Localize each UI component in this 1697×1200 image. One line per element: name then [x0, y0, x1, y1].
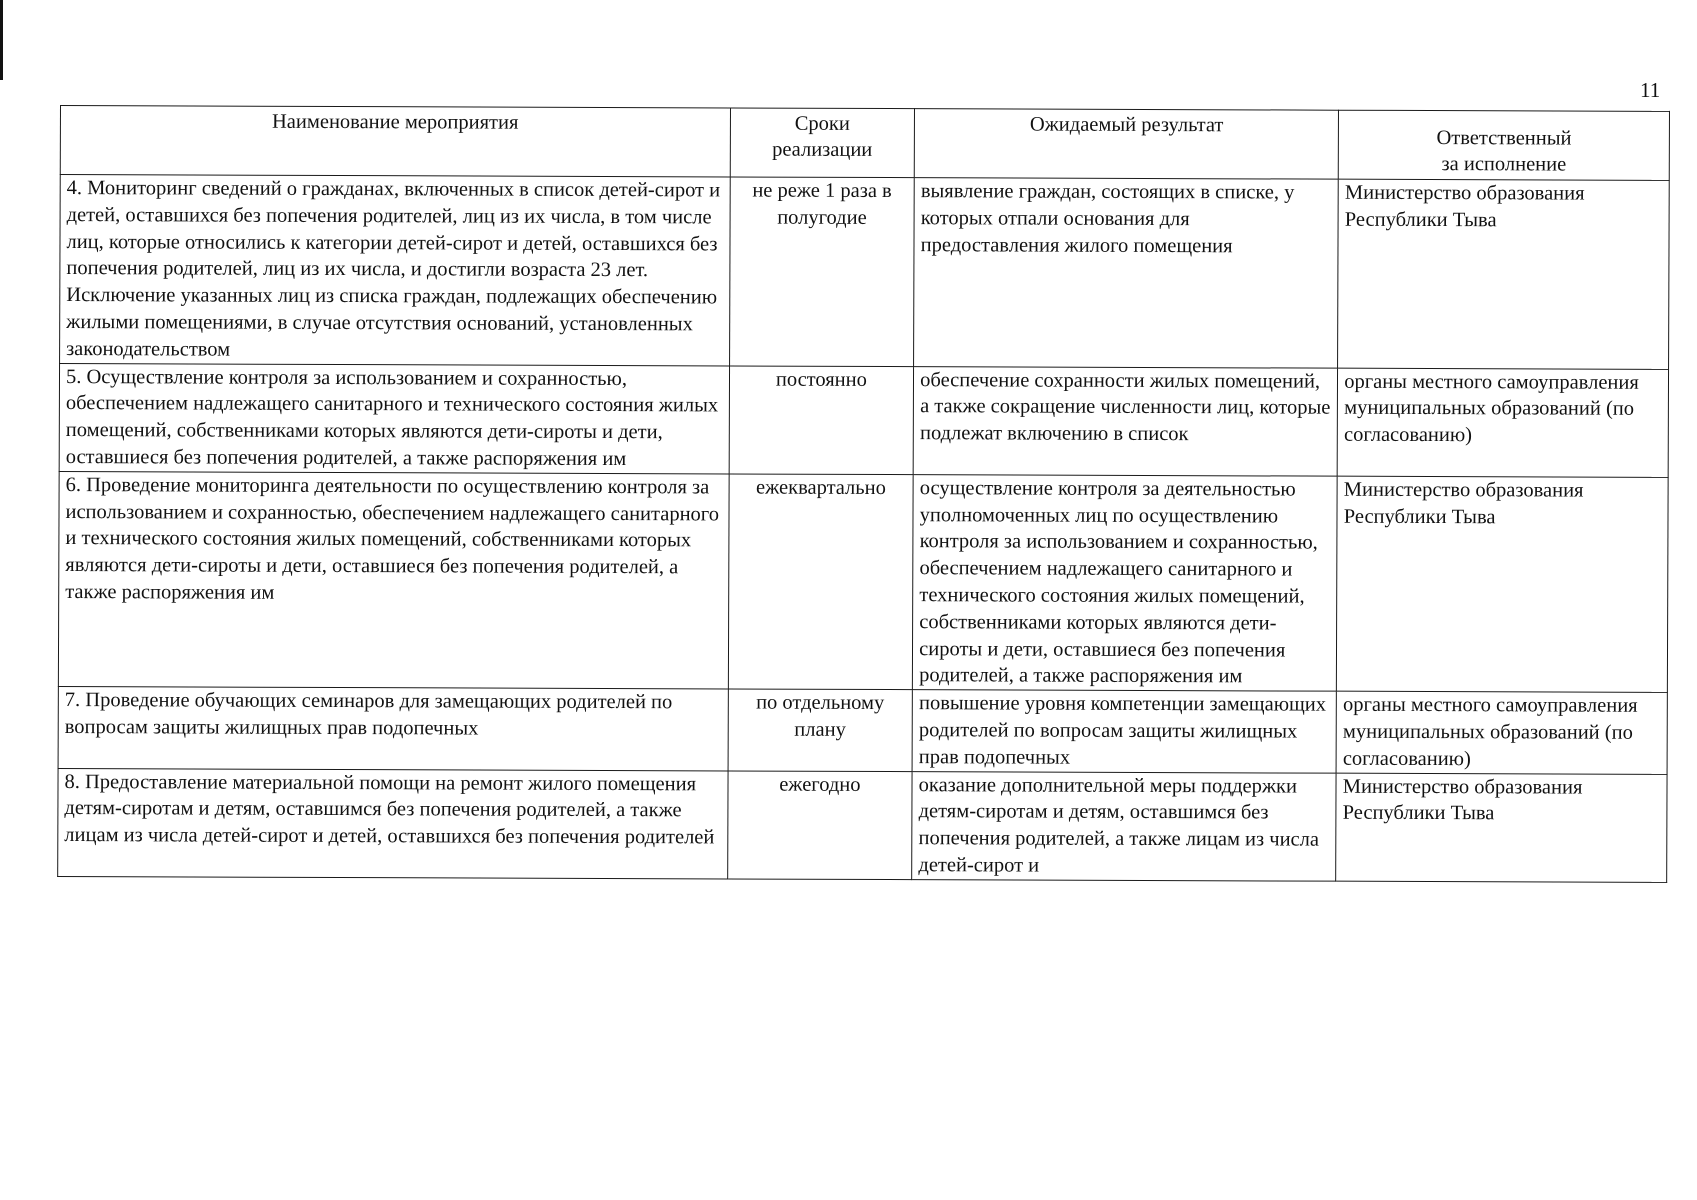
- table-row: [58, 471, 1668, 692]
- row-timing: ежеквартально: [728, 474, 913, 690]
- table-row: [59, 363, 1668, 477]
- row-action: 5. Осуществление контроля за использованием и сохранностью, обеспечением надлежащего санитарного и технического состояния жилых помещений, собственниками которых являются дети-сироты и дети, оставшиеся без попечения родителей, а также распоряжения им: [59, 363, 729, 474]
- row-action: 6. Проведение мониторинга деятельности по осуществлению контроля за использованием и сохранностью, обеспечением надлежащего санитарного и технического состояния жилых помещений, собственниками которых являются дети-сироты и дети, оставшиеся без попечения родителей, а также распоряжения им: [58, 471, 728, 689]
- table-row: [60, 175, 1670, 369]
- row-timing: не реже 1 раза в полугодие: [729, 177, 914, 366]
- row-result: обеспечение сохранности жилых помещений, а также сокращение численности лиц, которые подлежат включению в список: [913, 366, 1337, 476]
- header-responsible: Ответственный за исполнение: [1338, 110, 1669, 180]
- header-action: Наименование мероприятия: [60, 106, 730, 177]
- table-row: [58, 687, 1667, 774]
- row-responsible: Министерство образования Республики Тыва: [1338, 179, 1669, 369]
- row-timing: постоянно: [729, 366, 914, 475]
- table-header-row: [60, 106, 1669, 181]
- row-result: оказание дополнительной меры поддержки детям-сиротам и детям, оставшимся без попечения родителей, а также лицам из числа детей-сирот и: [912, 771, 1336, 881]
- scan-edge-mark: [0, 0, 3, 80]
- row-responsible: Министерство образования Республики Тыва: [1336, 773, 1667, 882]
- row-action: 7. Проведение обучающих семинаров для замещающих родителей по вопросам защиты жилищных прав подопечных: [58, 687, 728, 771]
- row-responsible: органы местного самоуправления муниципальных образований (по согласованию): [1337, 368, 1668, 477]
- row-action: 4. Мониторинг сведений о гражданах, включенных в список детей-сирот и детей, оставшихся без попечения родителей, лиц из их числа, в том числе лиц, которые относились к категории детей-сирот и детей, оставшихся без попечения родителей, лиц из их числа, и достигли возраста 23 лет. Исключение указанных лиц из списка граждан, подлежащих обеспечению жилыми помещениями, в случае отсутствия оснований, установленных законодательством: [60, 175, 730, 366]
- row-timing: по отдельному плану: [728, 689, 913, 771]
- row-timing: ежегодно: [727, 770, 912, 879]
- header-timing: Сроки реализации: [730, 108, 915, 178]
- row-result: осуществление контроля за деятельностью уполномоченных лиц по осуществлению контроля за использованием и сохранностью, обеспечением надлежащего санитарного и технического состояния жилых помещений, собственниками которых являются дети-сироты и дети, оставшиеся без попечения родителей, а также распоряжения им: [913, 474, 1338, 691]
- header-result: Ожидаемый результат: [914, 109, 1338, 180]
- row-result: выявление граждан, состоящих в списке, у которых отпали основания для предоставления жилого помещения: [914, 178, 1339, 368]
- activities-table: [57, 105, 1670, 883]
- row-result: повышение уровня компетенции замещающих родителей по вопросам защиты жилищных прав подопечных: [912, 690, 1336, 773]
- page-number: 11: [1640, 78, 1661, 102]
- row-responsible: Министерство образования Республики Тыва: [1337, 476, 1669, 693]
- row-responsible: органы местного самоуправления муниципальных образований (по согласованию): [1336, 691, 1667, 774]
- table-row: [58, 768, 1667, 882]
- row-action: 8. Предоставление материальной помощи на ремонт жилого помещения детям-сиротам и детям, оставшимся без попечения родителей, а также лицам из числа детей-сирот и детей, оставшихся без попечения родителей: [58, 768, 728, 879]
